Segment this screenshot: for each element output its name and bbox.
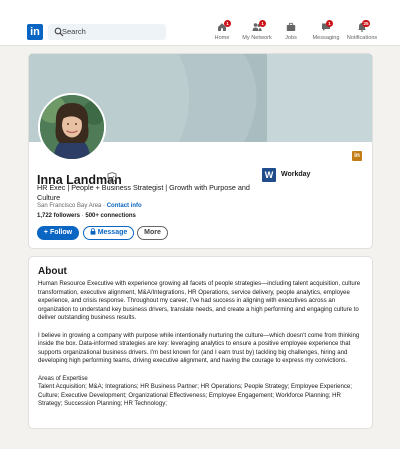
about-card	[28, 256, 373, 429]
nav-notifications-label: Notifications	[346, 35, 378, 41]
profile-location-row	[37, 203, 142, 209]
stats-separator: ·	[81, 213, 84, 219]
top-navigation-bar	[0, 0, 400, 46]
nav-jobs-label: Jobs	[285, 35, 297, 41]
nav-my-network-label: My Network	[242, 35, 272, 41]
follow-button[interactable]	[37, 226, 79, 240]
profile-name: Inna Landman	[37, 173, 122, 187]
followers-count[interactable]: 1,722 followers	[37, 213, 81, 219]
follow-button-label: Follow	[49, 229, 73, 236]
briefcase-icon	[286, 22, 296, 32]
message-button-label: Message	[97, 229, 128, 236]
about-text	[38, 280, 366, 418]
nav-home-label: Home	[214, 35, 230, 41]
profile-stats-row	[37, 213, 136, 219]
more-button[interactable]	[137, 226, 168, 240]
linkedin-badge-icon: in	[352, 151, 362, 161]
about-paragraph-1: Human Resource Executive with experience growing all facets of people strategies—including talent acquisition, culture transformation, executive alignment, M&A/Integrations, HR Operations, service delivery, people analytics, employee experience, and crisis response. Throughout my career, I've had success in aligning with executives across an organization to understand key business drivers, translate needs, and create a high performing and engaging culture to deliver outstanding business results.	[38, 280, 361, 322]
nav-messaging-badge: 1	[326, 20, 333, 27]
profile-location: San Francisco Bay Area	[37, 203, 102, 209]
profile-headline: HR Exec | People + Business Strategist | Growth with Purpose and Culture	[37, 183, 250, 202]
linkedin-logo-icon[interactable]: in	[27, 24, 43, 40]
profile-avatar[interactable]	[38, 93, 106, 161]
lock-icon	[90, 228, 96, 235]
nav-notifications-badge: 25	[363, 21, 369, 26]
about-paragraph-3: Areas of Expertise Talent Acquisition; M&A; Integrations; HR Business Partner; HR Operations; People Strategy; Employee Experience; Culture; Executive Development; Organizational Effectiveness; Employee Engagement; Workforce Planning; HR Strategy; Succession Planning; HR Technology;	[38, 374, 352, 408]
about-title: About	[38, 266, 67, 277]
search-placeholder: Search	[62, 27, 86, 36]
location-separator: ·	[103, 203, 106, 209]
search-box[interactable]	[48, 24, 166, 40]
contact-info-link[interactable]: Contact info	[106, 203, 142, 209]
nav-messaging-label: Messaging	[312, 35, 340, 41]
connections-count[interactable]: 500+ connections	[85, 213, 136, 219]
nav-my-network-badge: 1	[259, 20, 266, 27]
company-logo-icon: W	[262, 168, 276, 182]
about-paragraph-2: I believe in growing a company with purpose while intentionally nurturing the culture—which doesn't come from thinking inside the box. Data-informed strategies are key: leveraging analytics to ensure a positive employee experience that supports organizational business drivers. I'm best known for (and I earn trust by) tackling big challenges, hiring and developing high performing teams, driving executive alignment, and having the courage to express my convictions.	[38, 331, 360, 365]
company-name: Workday	[281, 171, 311, 178]
message-button[interactable]	[83, 226, 134, 240]
avatar-photo	[40, 95, 104, 159]
nav-home-badge: 1	[224, 20, 231, 27]
more-button-label: More	[144, 229, 161, 236]
nav-notifications[interactable]	[342, 22, 382, 44]
verified-icon[interactable]	[107, 172, 117, 183]
plus-icon: +	[43, 229, 48, 236]
